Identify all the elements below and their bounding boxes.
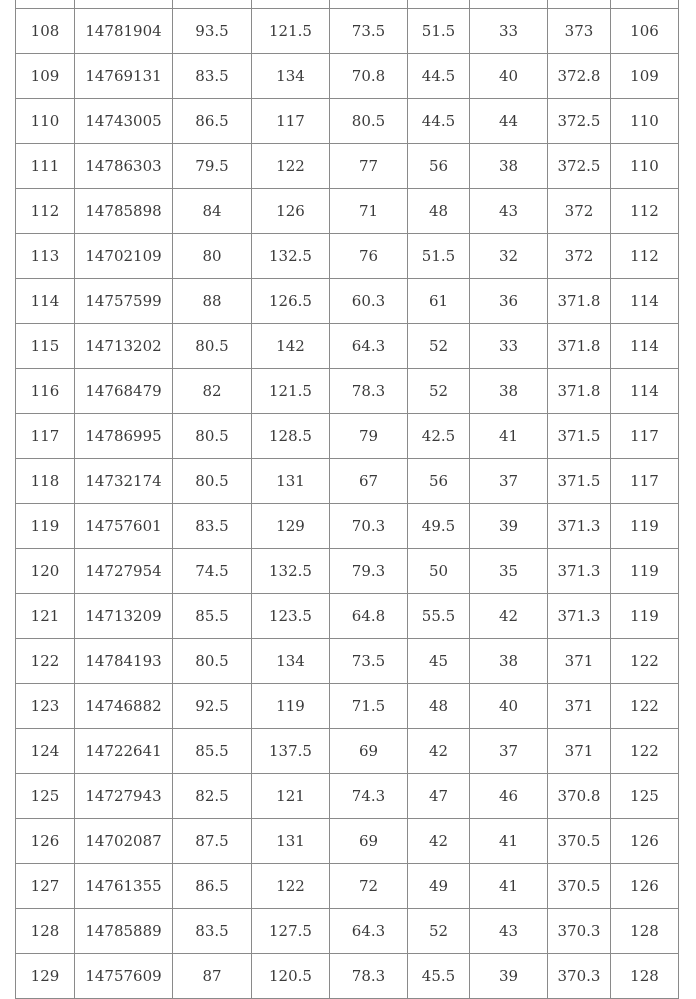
- cell-rank: [611, 0, 679, 9]
- cell-score-3: 67: [330, 459, 408, 504]
- cell-score-2: 122: [252, 864, 330, 909]
- table-row: [16, 9, 679, 54]
- cell-exam-id: 14746882: [75, 684, 173, 729]
- cell-score-4: 52: [408, 324, 470, 369]
- cell-rank: 114: [611, 324, 679, 369]
- cell-score-4: 44.5: [408, 99, 470, 144]
- cell-total: 371.3: [548, 549, 611, 594]
- cell-score-3: 73.5: [330, 639, 408, 684]
- cell-seq-no: 125: [16, 774, 75, 819]
- cell-score-1: 79.5: [173, 144, 252, 189]
- cell-score-2: 142: [252, 324, 330, 369]
- cell-rank: 112: [611, 189, 679, 234]
- cell-score-5: 41: [470, 819, 548, 864]
- cell-score-4: 61: [408, 279, 470, 324]
- cell-seq-no: 126: [16, 819, 75, 864]
- cell-score-4: 48: [408, 684, 470, 729]
- table-row: [16, 909, 679, 954]
- cell-total: 371.8: [548, 369, 611, 414]
- cell-total: 372.5: [548, 144, 611, 189]
- cell-score-2: 119: [252, 684, 330, 729]
- cell-total: 371: [548, 729, 611, 774]
- cell-score-5: 38: [470, 639, 548, 684]
- table-row: [16, 414, 679, 459]
- cell-rank: 110: [611, 99, 679, 144]
- cell-total: 371.5: [548, 414, 611, 459]
- cell-seq-no: [16, 0, 75, 9]
- cell-score-1: 92.5: [173, 684, 252, 729]
- cell-score-5: 38: [470, 369, 548, 414]
- cell-rank: 119: [611, 504, 679, 549]
- table-row: [16, 369, 679, 414]
- cell-score-4: 56: [408, 144, 470, 189]
- cell-score-3: 79.3: [330, 549, 408, 594]
- cell-total: 371.3: [548, 594, 611, 639]
- cell-score-2: 126: [252, 189, 330, 234]
- cell-score-5: 37: [470, 729, 548, 774]
- cell-score-4: 51.5: [408, 234, 470, 279]
- cell-score-4: 45.5: [408, 954, 470, 999]
- table-row: [16, 234, 679, 279]
- cell-score-2: 123.5: [252, 594, 330, 639]
- cell-score-3: 60.3: [330, 279, 408, 324]
- cell-score-1: 83.5: [173, 54, 252, 99]
- cell-exam-id: 14743005: [75, 99, 173, 144]
- cell-exam-id: 14757601: [75, 504, 173, 549]
- cell-score-4: 56: [408, 459, 470, 504]
- cell-seq-no: 119: [16, 504, 75, 549]
- cell-rank: 125: [611, 774, 679, 819]
- cell-score-2: 131: [252, 819, 330, 864]
- cell-total: 371.5: [548, 459, 611, 504]
- cell-score-1: 86.5: [173, 864, 252, 909]
- cell-seq-no: 115: [16, 324, 75, 369]
- cell-score-3: 72: [330, 864, 408, 909]
- cell-total: 371.8: [548, 324, 611, 369]
- table-row: [16, 639, 679, 684]
- cell-score-4: 52: [408, 909, 470, 954]
- cell-seq-no: 114: [16, 279, 75, 324]
- cell-score-2: 120.5: [252, 954, 330, 999]
- cell-exam-id: 14713202: [75, 324, 173, 369]
- cell-total: 372.8: [548, 54, 611, 99]
- cell-score-5: 35: [470, 549, 548, 594]
- cell-score-4: 55.5: [408, 594, 470, 639]
- cell-score-2: 127.5: [252, 909, 330, 954]
- cell-score-1: 80: [173, 234, 252, 279]
- cell-score-5: 41: [470, 414, 548, 459]
- cell-seq-no: 128: [16, 909, 75, 954]
- cell-total: 372: [548, 234, 611, 279]
- cell-rank: 122: [611, 729, 679, 774]
- cell-seq-no: 118: [16, 459, 75, 504]
- cell-exam-id: 14761355: [75, 864, 173, 909]
- cell-score-5: 41: [470, 864, 548, 909]
- cell-score-4: 49: [408, 864, 470, 909]
- cell-score-1: 74.5: [173, 549, 252, 594]
- cell-score-5: 40: [470, 684, 548, 729]
- cell-score-1: 82.5: [173, 774, 252, 819]
- cell-rank: 119: [611, 594, 679, 639]
- cell-total: 372: [548, 189, 611, 234]
- cell-exam-id: 14757599: [75, 279, 173, 324]
- table-row: [16, 504, 679, 549]
- cell-score-1: 93.5: [173, 9, 252, 54]
- cell-score-2: 129: [252, 504, 330, 549]
- cell-seq-no: 129: [16, 954, 75, 999]
- cell-seq-no: 109: [16, 54, 75, 99]
- cell-score-5: 32: [470, 234, 548, 279]
- cell-score-5: 43: [470, 189, 548, 234]
- cell-seq-no: 110: [16, 99, 75, 144]
- cell-score-5: 42: [470, 594, 548, 639]
- cell-score-5: 38: [470, 144, 548, 189]
- cell-score-5: 39: [470, 954, 548, 999]
- cell-score-3: 69: [330, 819, 408, 864]
- cell-score-1: 86.5: [173, 99, 252, 144]
- cell-score-3: 70.8: [330, 54, 408, 99]
- cell-score-4: 49.5: [408, 504, 470, 549]
- cell-rank: 114: [611, 279, 679, 324]
- cell-score-3: [330, 0, 408, 9]
- cell-score-5: 33: [470, 9, 548, 54]
- cell-score-3: 78.3: [330, 954, 408, 999]
- cell-score-5: 46: [470, 774, 548, 819]
- cell-score-2: 126.5: [252, 279, 330, 324]
- cell-rank: 114: [611, 369, 679, 414]
- cell-score-3: 74.3: [330, 774, 408, 819]
- cell-score-1: 85.5: [173, 594, 252, 639]
- cell-rank: 119: [611, 549, 679, 594]
- cell-score-2: 128.5: [252, 414, 330, 459]
- table-row: [16, 774, 679, 819]
- cell-rank: 117: [611, 459, 679, 504]
- cell-rank: 128: [611, 954, 679, 999]
- cell-exam-id: [75, 0, 173, 9]
- cell-score-5: 36: [470, 279, 548, 324]
- cell-rank: 110: [611, 144, 679, 189]
- cell-score-5: 40: [470, 54, 548, 99]
- cell-total: 373: [548, 9, 611, 54]
- cell-score-4: 47: [408, 774, 470, 819]
- table-row: [16, 144, 679, 189]
- cell-score-5: [470, 0, 548, 9]
- table-row: [16, 324, 679, 369]
- cell-exam-id: 14732174: [75, 459, 173, 504]
- cell-rank: 117: [611, 414, 679, 459]
- cell-exam-id: 14784193: [75, 639, 173, 684]
- cell-total: 371: [548, 639, 611, 684]
- cell-score-4: 50: [408, 549, 470, 594]
- cell-score-2: 121.5: [252, 369, 330, 414]
- cell-total: 370.3: [548, 909, 611, 954]
- cell-score-4: 42: [408, 729, 470, 774]
- cell-seq-no: 113: [16, 234, 75, 279]
- cell-seq-no: 121: [16, 594, 75, 639]
- cell-score-4: 51.5: [408, 9, 470, 54]
- cell-exam-id: 14702087: [75, 819, 173, 864]
- score-table-container: [15, 0, 679, 999]
- table-row: [16, 864, 679, 909]
- cell-score-2: 131: [252, 459, 330, 504]
- cell-seq-no: 112: [16, 189, 75, 234]
- cell-seq-no: 124: [16, 729, 75, 774]
- cell-score-3: 79: [330, 414, 408, 459]
- cell-score-1: 83.5: [173, 909, 252, 954]
- cell-total: 371.3: [548, 504, 611, 549]
- cell-exam-id: 14785898: [75, 189, 173, 234]
- cell-exam-id: 14785889: [75, 909, 173, 954]
- cell-total: 370.5: [548, 864, 611, 909]
- cell-score-3: 76: [330, 234, 408, 279]
- cell-exam-id: 14786995: [75, 414, 173, 459]
- cell-score-5: 33: [470, 324, 548, 369]
- cell-score-3: 71.5: [330, 684, 408, 729]
- cell-score-1: 87: [173, 954, 252, 999]
- cell-total: 370.3: [548, 954, 611, 999]
- cell-score-2: 134: [252, 639, 330, 684]
- cell-seq-no: 122: [16, 639, 75, 684]
- table-row: [16, 459, 679, 504]
- cell-score-1: 83.5: [173, 504, 252, 549]
- cell-score-5: 37: [470, 459, 548, 504]
- cell-total: 372.5: [548, 99, 611, 144]
- score-table: [15, 0, 679, 999]
- cell-score-1: 80.5: [173, 639, 252, 684]
- cell-rank: 128: [611, 909, 679, 954]
- cell-score-2: 121.5: [252, 9, 330, 54]
- cell-score-1: 80.5: [173, 459, 252, 504]
- cell-score-4: 42.5: [408, 414, 470, 459]
- cell-seq-no: 120: [16, 549, 75, 594]
- cell-score-1: 82: [173, 369, 252, 414]
- cell-score-2: 134: [252, 54, 330, 99]
- cell-score-4: [408, 0, 470, 9]
- cell-total: [548, 0, 611, 9]
- cell-rank: 106: [611, 9, 679, 54]
- cell-score-3: 80.5: [330, 99, 408, 144]
- cell-score-4: 44.5: [408, 54, 470, 99]
- cell-rank: 126: [611, 819, 679, 864]
- cell-exam-id: 14781904: [75, 9, 173, 54]
- table-row: [16, 99, 679, 144]
- cell-exam-id: 14786303: [75, 144, 173, 189]
- cell-rank: 126: [611, 864, 679, 909]
- cell-score-2: 121: [252, 774, 330, 819]
- cell-score-2: [252, 0, 330, 9]
- table-row: [16, 819, 679, 864]
- cell-score-4: 52: [408, 369, 470, 414]
- cell-score-2: 137.5: [252, 729, 330, 774]
- cell-score-5: 43: [470, 909, 548, 954]
- cell-score-3: 64.3: [330, 909, 408, 954]
- cell-score-5: 39: [470, 504, 548, 549]
- cell-score-3: 64.8: [330, 594, 408, 639]
- cell-exam-id: 14702109: [75, 234, 173, 279]
- table-row: [16, 684, 679, 729]
- cell-score-1: 80.5: [173, 324, 252, 369]
- cell-exam-id: 14769131: [75, 54, 173, 99]
- cell-score-5: 44: [470, 99, 548, 144]
- cell-total: 370.8: [548, 774, 611, 819]
- cell-score-4: 42: [408, 819, 470, 864]
- cell-score-1: 85.5: [173, 729, 252, 774]
- cell-score-4: 48: [408, 189, 470, 234]
- cell-rank: 112: [611, 234, 679, 279]
- cell-score-4: 45: [408, 639, 470, 684]
- cell-score-2: 122: [252, 144, 330, 189]
- cell-seq-no: 116: [16, 369, 75, 414]
- cell-score-2: 117: [252, 99, 330, 144]
- cell-exam-id: 14768479: [75, 369, 173, 414]
- cell-score-3: 77: [330, 144, 408, 189]
- cell-rank: 122: [611, 639, 679, 684]
- table-row: [16, 54, 679, 99]
- cell-exam-id: 14757609: [75, 954, 173, 999]
- cell-seq-no: 127: [16, 864, 75, 909]
- cell-score-1: 84: [173, 189, 252, 234]
- cell-seq-no: 111: [16, 144, 75, 189]
- table-row: [16, 729, 679, 774]
- cell-score-1: 80.5: [173, 414, 252, 459]
- score-table-body: [16, 0, 679, 999]
- cell-total: 371: [548, 684, 611, 729]
- cell-score-3: 73.5: [330, 9, 408, 54]
- cell-score-3: 71: [330, 189, 408, 234]
- cell-score-2: 132.5: [252, 549, 330, 594]
- cell-total: 371.8: [548, 279, 611, 324]
- cell-exam-id: 14727943: [75, 774, 173, 819]
- cell-total: 370.5: [548, 819, 611, 864]
- cell-score-1: 88: [173, 279, 252, 324]
- table-row: [16, 594, 679, 639]
- cell-score-1: 87.5: [173, 819, 252, 864]
- cell-exam-id: 14727954: [75, 549, 173, 594]
- cell-rank: 109: [611, 54, 679, 99]
- table-row: [16, 0, 679, 9]
- cell-score-3: 64.3: [330, 324, 408, 369]
- table-row: [16, 279, 679, 324]
- cell-score-2: 132.5: [252, 234, 330, 279]
- table-row: [16, 549, 679, 594]
- table-row: [16, 189, 679, 234]
- cell-rank: 122: [611, 684, 679, 729]
- cell-score-1: [173, 0, 252, 9]
- cell-exam-id: 14722641: [75, 729, 173, 774]
- cell-score-3: 70.3: [330, 504, 408, 549]
- cell-seq-no: 108: [16, 9, 75, 54]
- cell-exam-id: 14713209: [75, 594, 173, 639]
- cell-seq-no: 117: [16, 414, 75, 459]
- table-row: [16, 954, 679, 999]
- cell-score-3: 78.3: [330, 369, 408, 414]
- cell-seq-no: 123: [16, 684, 75, 729]
- cell-score-3: 69: [330, 729, 408, 774]
